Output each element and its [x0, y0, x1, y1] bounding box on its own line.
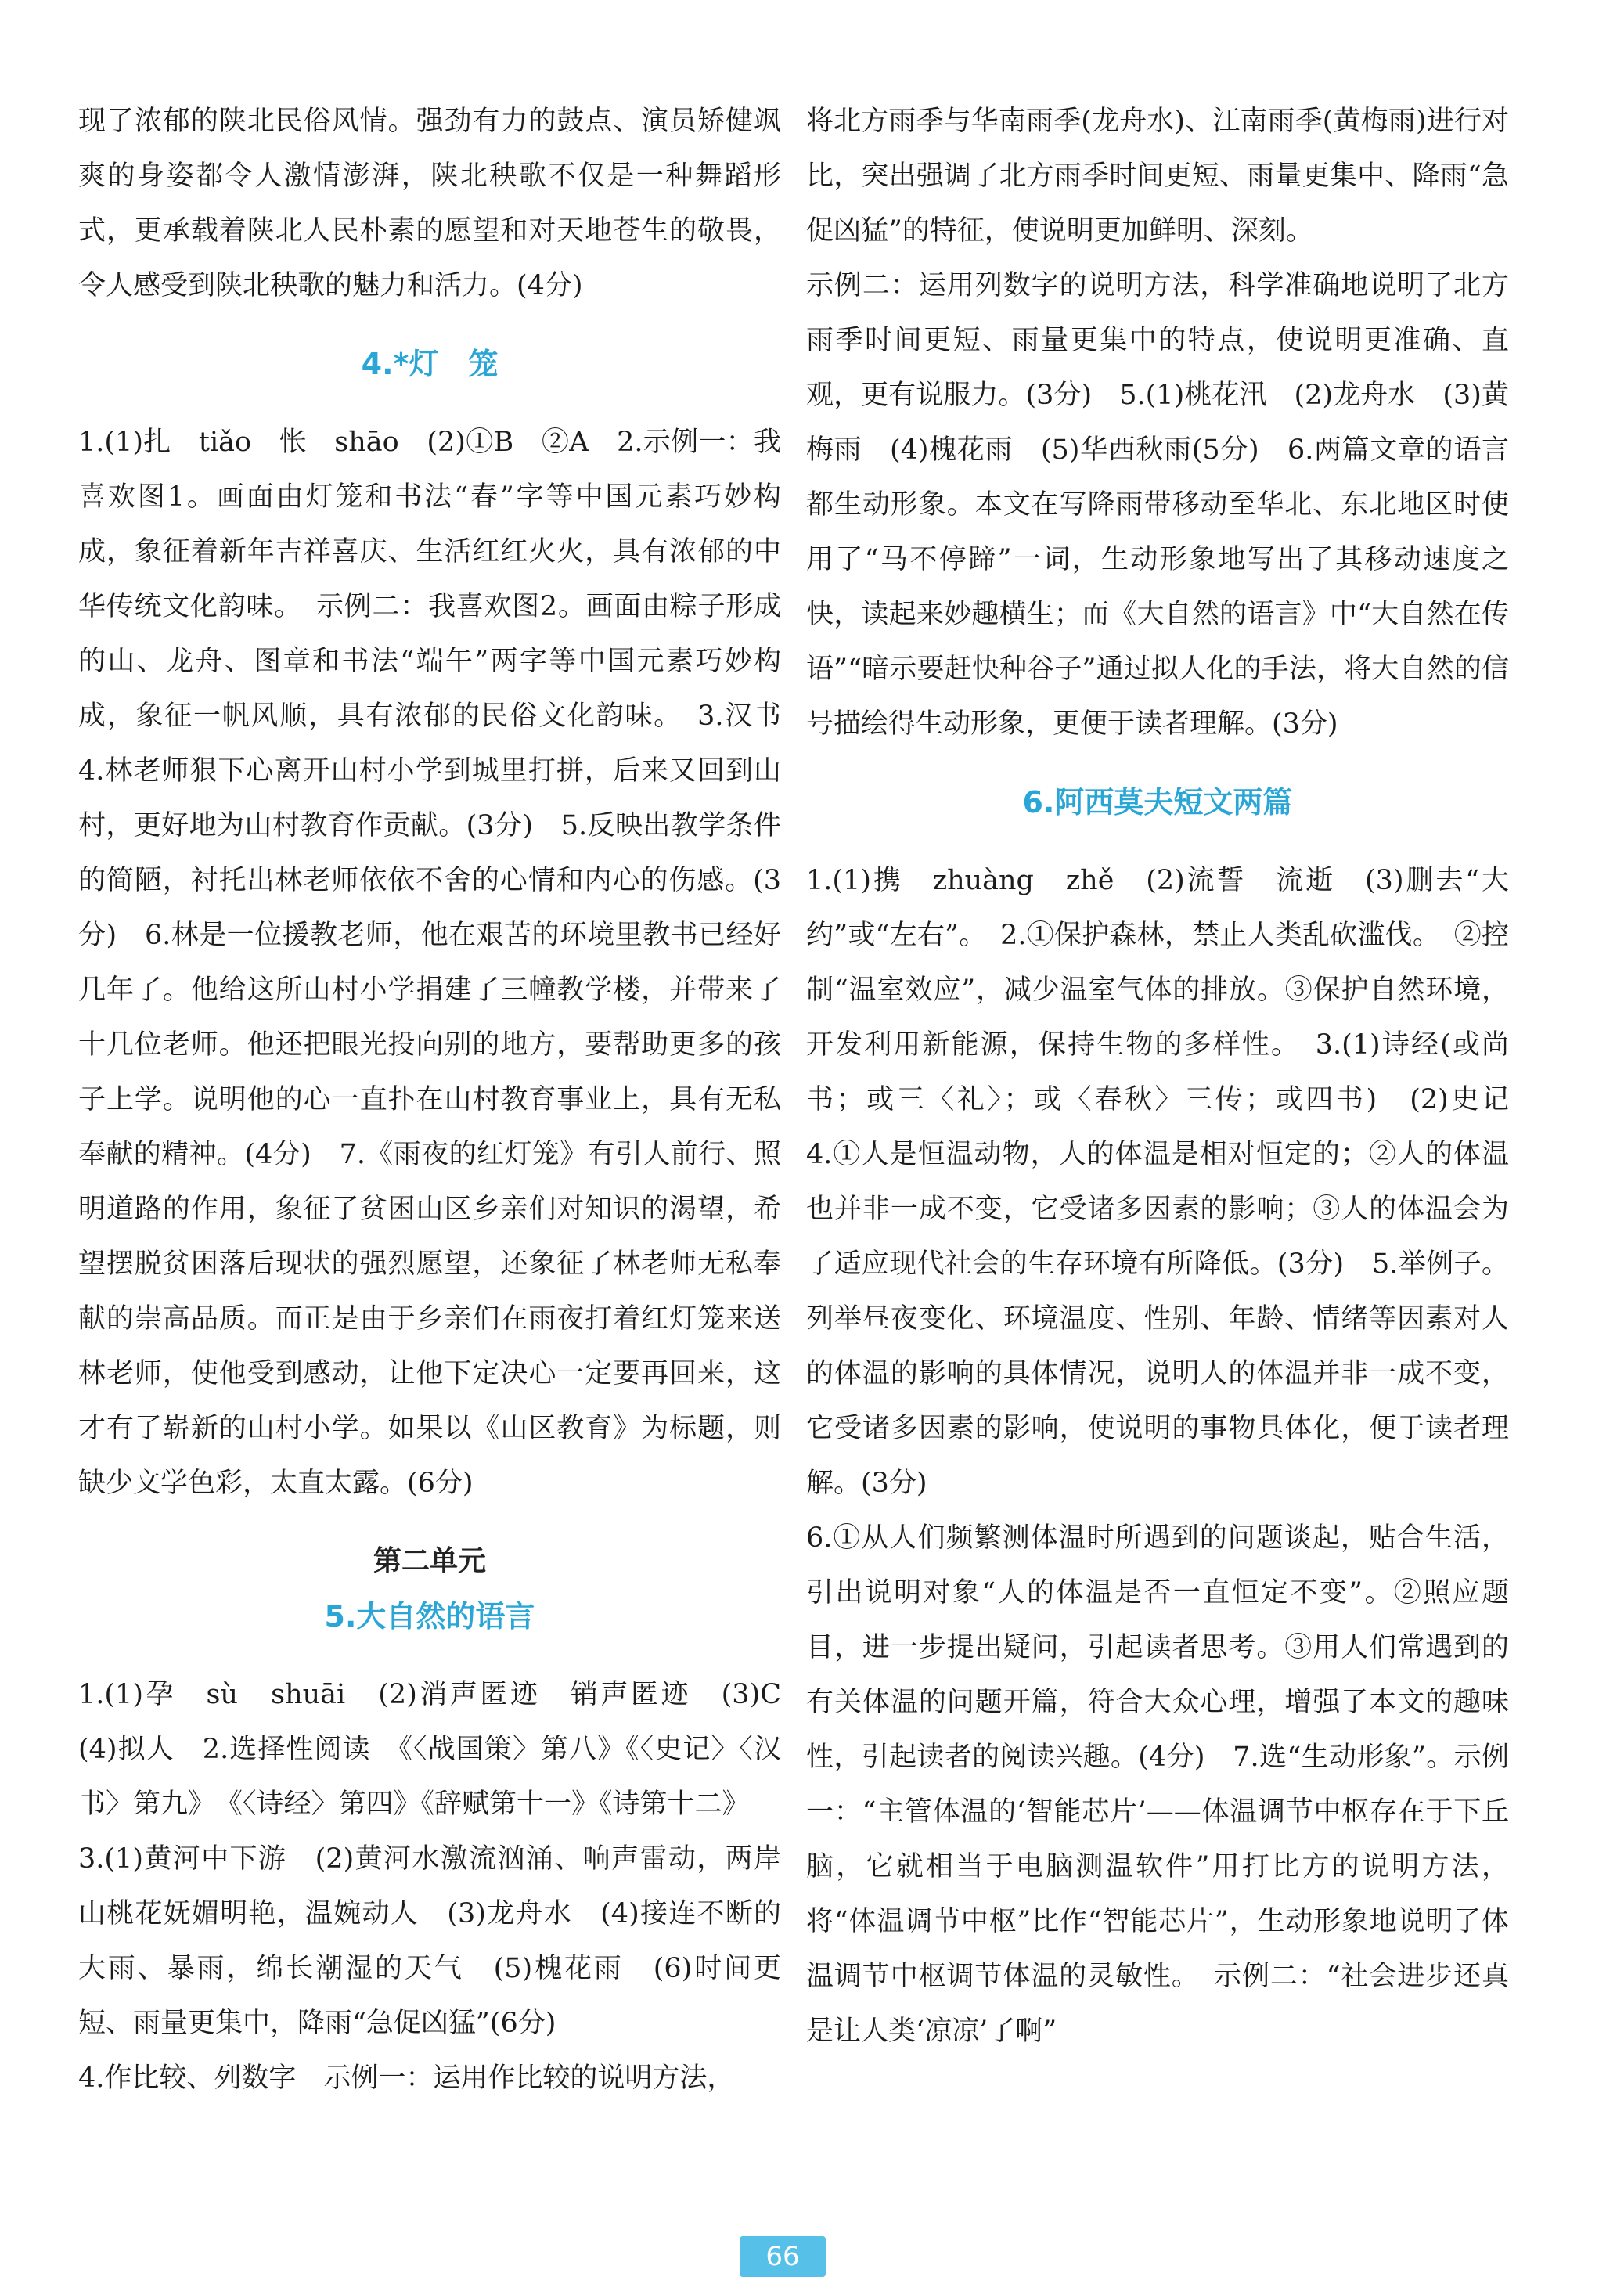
section-title-nature-language: 5.大自然的语言 — [324, 1599, 535, 1634]
paragraph: 现了浓郁的陕北民俗风情。强劲有力的鼓点、演员矫健飒爽的身姿都令人激情澎湃，陕北秧歌不仅是一种舞蹈形式，更承载着陕北人民朴素的愿望和对天地苍生的敬畏，令人感受到陕北秧歌的魅力和活力。(4分) — [78, 106, 781, 301]
paragraph: 1.(1)扎 tiǎo 怅 shāo (2)①B ②A 2.示例一：我喜欢图1。画面由灯笼和书法“春”字等中国元素巧妙构成，象征着新年吉祥喜庆、生活红红火火，具有浓郁的中华传统文化韵味。 示例二：我喜欢图2。画面由粽子形成的山、龙舟、图章和书法“端午”两字等中国元素巧妙构成，象征一帆风顺，具有浓郁的民俗文化韵味。 3.汉书 4.林老师狠下心离开山村小学到城里打拼，后来又回到山村，更好地为山村教育作贡献。(3分) 5.反映出教学条件的简陋，衬托出林老师依依不舍的心情和内心的伤感。(3分) 6.林是一位援教老师，他在艰苦的环境里教书已经好几年了。他给这所山村小学捐建了三幢教学楼，并带来了十几位老师。他还把眼光投向别的地方，要帮助更多的孩子上学。说明他的心一直扑在山村教育事业上，具有无私奉献的精神。(4分) 7.《雨夜的红灯笼》有引人前行、照明道路的作用，象征了贫困山区乡亲们对知识的渴望，希望摆脱贫困落后现状的强烈愿望，还象征了林老师无私奉献的崇高品质。而正是由于乡亲们在雨夜打着红灯笼来送林老师，使他受到感动，让他下定决心一定要再回来，这才有了崭新的山村小学。如果以《山区教育》为标题，则缺少文学色彩，太直太露。(6分) — [78, 427, 809, 1499]
paragraph: 将北方雨季与华南雨季(龙舟水)、江南雨季(黄梅雨)进行对比，突出强调了北方雨季时间更短、雨量更集中、降雨“急促凶猛”的特征，使说明更加鲜明、深刻。 — [806, 106, 1509, 247]
paragraph: 6.①从人们频繁测体温时所遇到的问题谈起，贴合生活，引出说明对象“人的体温是否一直恒定不变”。②照应题目，进一步提出疑问，引起读者思考。③用人们常遇到的有关体温的问题开篇，符合大众心理，增强了本文的趣味性，引起读者的阅读兴趣。(4分) 7.选“生动形象”。示例一：“主管体温的‘智能芯片’——体温调节中枢存在于下丘脑，它就相当于电脑测温软件”用打比方的说明方法，将“体温调节中枢”比作“智能芯片”，生动形象地说明了体温调节中枢调节体温的灵敏性。 示例二：“社会进步还真是让人类‘凉凉’了啊” — [806, 1522, 1509, 2047]
right-column — [806, 94, 1536, 2059]
left-column — [78, 94, 809, 2106]
paragraph: 示例二：运用列数字的说明方法，科学准确地说明了北方雨季时间更短、雨量更集中的特点，使说明更准确、直观，更有说服力。(3分) 5.(1)桃花汛 (2)龙舟水 (3)黄梅雨 (4)槐花雨 (5)华西秋雨(5分) 6.两篇文章的语言都生动形象。本文在写降雨带移动至华北、东北地区时使用了“马不停蹄”一词，生动形象地写出了其移动速度之快，读起来妙趣横生；而《大自然的语言》中“大自然在传语”“暗示要赶快种谷子”通过拟人化的手法，将大自然的信号描绘得生动形象，更便于读者理解。(3分) — [806, 270, 1509, 740]
paragraph: 1.(1)携 zhuàng zhě (2)流誓 流逝 (3)删去“大约”或“左右”。 2.①保护森林，禁止人类乱砍滥伐。 ②控制“温室效应”，减少温室气体的排放。③保护自然环境，开发利用新能源，保持生物的多样性。 3.(1)诗经(或尚书；或三〈礼〉；或〈春秋〉三传；或四书) (2)史记 4.①人是恒温动物，人的体温是相对恒定的；②人的体温也并非一成不变，它受诸多因素的影响；③人的体温会为了适应现代社会的生存环境有所降低。(3分) 5.举例子。列举昼夜变化、环境温度、性别、年龄、情绪等因素对人的体温的影响的具体情况，说明人的体温并非一成不变，它受诸多因素的影响，使说明的事物具体化，便于读者理解。(3分) — [806, 865, 1536, 1499]
paragraph: 3.(1)黄河中下游 (2)黄河水激流汹涌、响声雷动，两岸山桃花妩媚明艳，温婉动人 (3)龙舟水 (4)接连不断的大雨、暴雨，绵长潮湿的天气 (5)槐花雨 (6)时间更短、雨量更集中，降雨“急促凶猛”(6分) — [78, 1843, 781, 2039]
paragraph: 1.(1)孕 sù shuāi (2)消声匿迹 销声匿迹 (3)C (4)拟人 2.选择性阅读 《〈战国策〉第八》《〈史记〉〈汉书〉第九》 《〈诗经〉第四》《辞赋第十一》《诗第十二》 — [78, 1679, 809, 1820]
paragraph: 4.作比较、列数字 示例一：运用作比较的说明方法， — [78, 2062, 735, 2094]
section-title-lanterns: 4.*灯 笼 — [361, 347, 499, 381]
section-title-asimov: 6.阿西莫夫短文两篇 — [1022, 785, 1293, 820]
unit-title: 第二单元 — [373, 1545, 486, 1577]
page-number: 66 — [740, 2236, 826, 2277]
